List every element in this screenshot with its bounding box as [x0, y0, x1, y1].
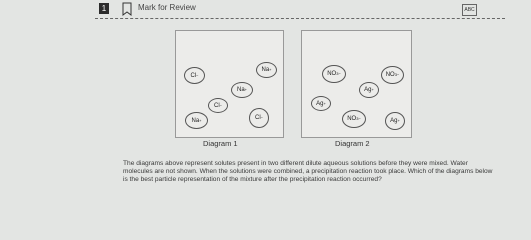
sodium-ion: Na + [231, 82, 253, 98]
question-number-badge: 1 [99, 3, 109, 14]
nitrate-ion: NO 3 − [322, 65, 346, 83]
answer-eliminator-button[interactable]: ABC [462, 4, 477, 16]
mark-for-review-button[interactable]: Mark for Review [138, 3, 196, 12]
nitrate-ion: NO 3 − [342, 110, 366, 128]
question-text: The diagrams above represent solutes present in two different dilute aqueous solutions before they were mixed. Water molecules are not shown. When the solutions were combined, a precipitation reaction took place. Which of the diagrams below is the best particle representation of the mixture after the precipitation reaction occurred? [123, 160, 493, 183]
silver-ion: Ag + [385, 112, 405, 130]
nitrate-ion: NO 3 − [381, 66, 404, 84]
silver-ion: Ag + [359, 82, 379, 98]
bookmark-icon[interactable] [121, 2, 133, 16]
chloride-ion: Cl − [184, 67, 205, 84]
silver-ion: Ag + [311, 96, 331, 111]
diagram-2-caption: Diagram 2 [335, 139, 370, 148]
diagram-1-caption: Diagram 1 [203, 139, 238, 148]
sodium-ion: Na + [185, 112, 208, 129]
question-header [0, 0, 531, 20]
sodium-ion: Na + [256, 62, 277, 78]
chloride-ion: Cl − [208, 98, 228, 113]
diagram-2-box [301, 30, 412, 138]
header-divider [95, 18, 505, 19]
diagram-1-box [175, 30, 284, 138]
chloride-ion: Cl − [249, 108, 269, 128]
